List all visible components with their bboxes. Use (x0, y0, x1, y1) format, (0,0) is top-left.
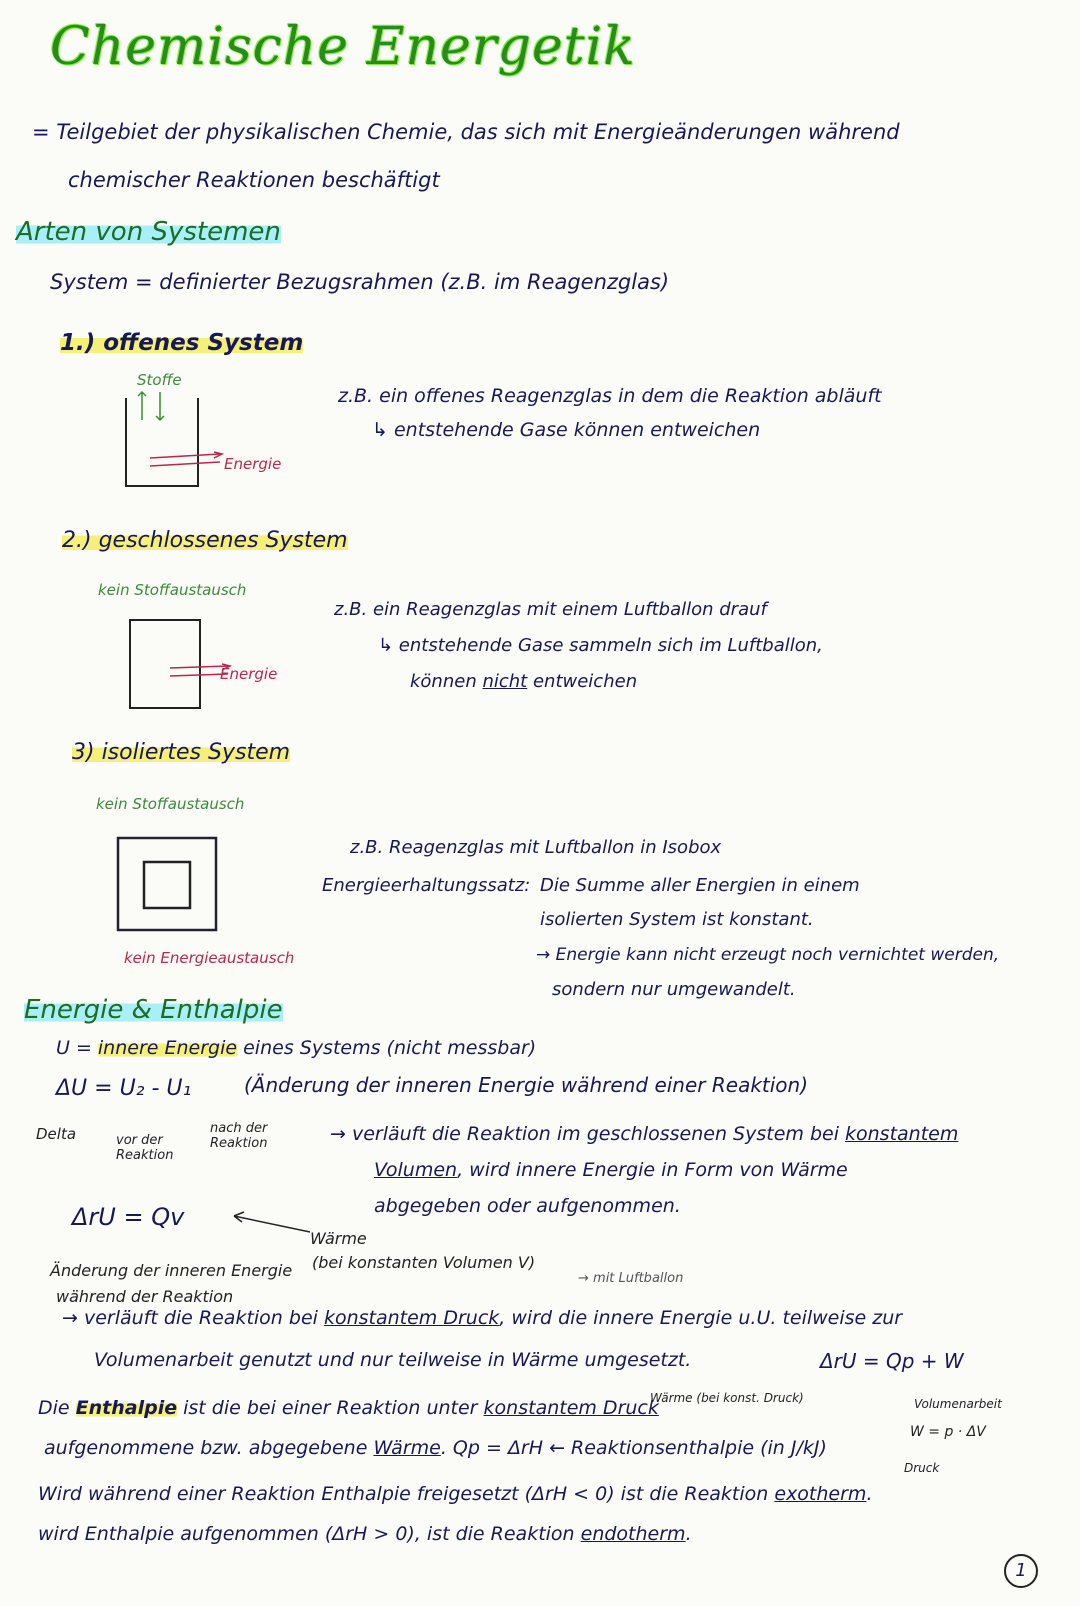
open-system-example-note: ↳ entstehende Gase können entweichen (372, 419, 761, 441)
definition-line-1: = Teilgebiet der physikalischen Chemie, das sich mit Energieänderungen während (32, 120, 900, 144)
after-reaction-label: nach der Reaktion (210, 1121, 268, 1151)
constant-volume-line-1: → verläuft die Reaktion im geschlossenen System bei konstantem (330, 1123, 959, 1145)
open-system-energie: Energie (224, 455, 282, 473)
isolated-system-diagram (110, 830, 230, 940)
change-note-1: Änderung der inneren Energie (50, 1261, 293, 1280)
energy-conservation-line-2: isolierten System ist konstant. (540, 909, 814, 930)
isolated-system-note-2: kein Energieaustausch (124, 949, 295, 967)
closed-system-example-note: ↳ entstehende Gase sammeln sich im Luftballon, (378, 635, 823, 656)
enthalpy-definition-line-2: aufgenommene bzw. abgegebene Wärme. Qp = ΔrH ← Reaktionsenthalpie (in J/kJ) (44, 1437, 827, 1459)
qv-equation: ΔrU = Qv (72, 1203, 185, 1231)
mit-luftballon-note: → mit Luftballon (578, 1271, 684, 1286)
constant-pressure-line-1: → verläuft die Reaktion bei konstantem Druck, wird die innere Energie u.U. teilweise zur (62, 1307, 903, 1329)
definition-line-2: chemischer Reaktionen beschäftigt (68, 168, 440, 192)
isolated-system-label: 3) isoliertes System (72, 740, 291, 765)
waerme-druck-note: Wärme (bei konst. Druck) (650, 1391, 804, 1405)
arrow-to-waerme (230, 1208, 320, 1238)
druck-label: Druck (904, 1461, 940, 1475)
constant-volume-line-3: abgegeben oder aufgenommen. (374, 1195, 681, 1217)
closed-system-example: z.B. ein Reagenzglas mit einem Luftballon drauf (334, 599, 767, 620)
closed-system-energie: Energie (220, 665, 278, 683)
section-heading-energy: Energie & Enthalpie (24, 995, 283, 1025)
waerme-note: (bei konstanten Volumen V) (312, 1253, 536, 1272)
isolated-system-example: z.B. Reagenzglas mit Luftballon in Isobox (350, 837, 722, 858)
page-number: 1 (1004, 1554, 1038, 1588)
energy-conservation-line-4: sondern nur umgewandelt. (552, 979, 796, 1000)
system-definition: System = definierter Bezugsrahmen (z.B. im Reagenzglas) (50, 270, 670, 294)
enthalpy-definition-line-1: Die Enthalpie ist die bei einer Reaktion unter konstantem Druck (38, 1397, 659, 1419)
open-system-example: z.B. ein offenes Reagenzglas in dem die Reaktion abläuft (338, 385, 882, 407)
change-note-2: während der Reaktion (56, 1287, 234, 1306)
closed-system-example-note-2: können nicht entweichen (410, 671, 638, 692)
exothermic-statement: Wird während einer Reaktion Enthalpie freigesetzt (ΔrH < 0) ist die Reaktion exotherm. (38, 1483, 873, 1505)
delta-label: Delta (36, 1125, 77, 1143)
w-equation: W = p · ΔV (910, 1424, 986, 1440)
open-system-stoffe: Stoffe (137, 371, 182, 389)
closed-system-diagram (120, 612, 320, 712)
delta-u-note: (Änderung der inneren Energie während einer Reaktion) (244, 1073, 809, 1097)
volumenarbeit-label: Volumenarbeit (914, 1397, 1002, 1411)
page-title: Chemische Energetik (50, 17, 636, 77)
delta-u-equation: ΔU = U₂ - U₁ (56, 1076, 192, 1101)
open-system-diagram (110, 386, 290, 496)
isolated-system-note: kein Stoffaustausch (96, 795, 245, 813)
waerme-label: Wärme (310, 1229, 367, 1248)
constant-volume-line-2: Volumen, wird innere Energie in Form von Wärme (374, 1159, 848, 1181)
open-system-label: 1.) offenes System (60, 330, 304, 356)
energy-conservation-label: Energieerhaltungssatz: (322, 875, 531, 896)
qp-equation: ΔrU = Qp + W (820, 1349, 964, 1373)
closed-system-label: 2.) geschlossenes System (62, 528, 348, 553)
endothermic-statement: wird Enthalpie aufgenommen (ΔrH > 0), ist die Reaktion endotherm. (38, 1523, 692, 1545)
energy-conservation-line-1: Die Summe aller Energien in einem (540, 875, 860, 896)
energy-conservation-line-3: → Energie kann nicht erzeugt noch vernichtet werden, (536, 945, 1000, 965)
closed-system-note: kein Stoffaustausch (98, 581, 247, 599)
constant-pressure-line-2: Volumenarbeit genutzt und nur teilweise in Wärme umgesetzt. (94, 1349, 692, 1371)
before-reaction-label: vor der Reaktion (116, 1133, 174, 1163)
inner-energy-definition: U = innere Energie eines Systems (nicht messbar) (56, 1037, 537, 1059)
section-heading-systems: Arten von Systemen (16, 217, 281, 247)
